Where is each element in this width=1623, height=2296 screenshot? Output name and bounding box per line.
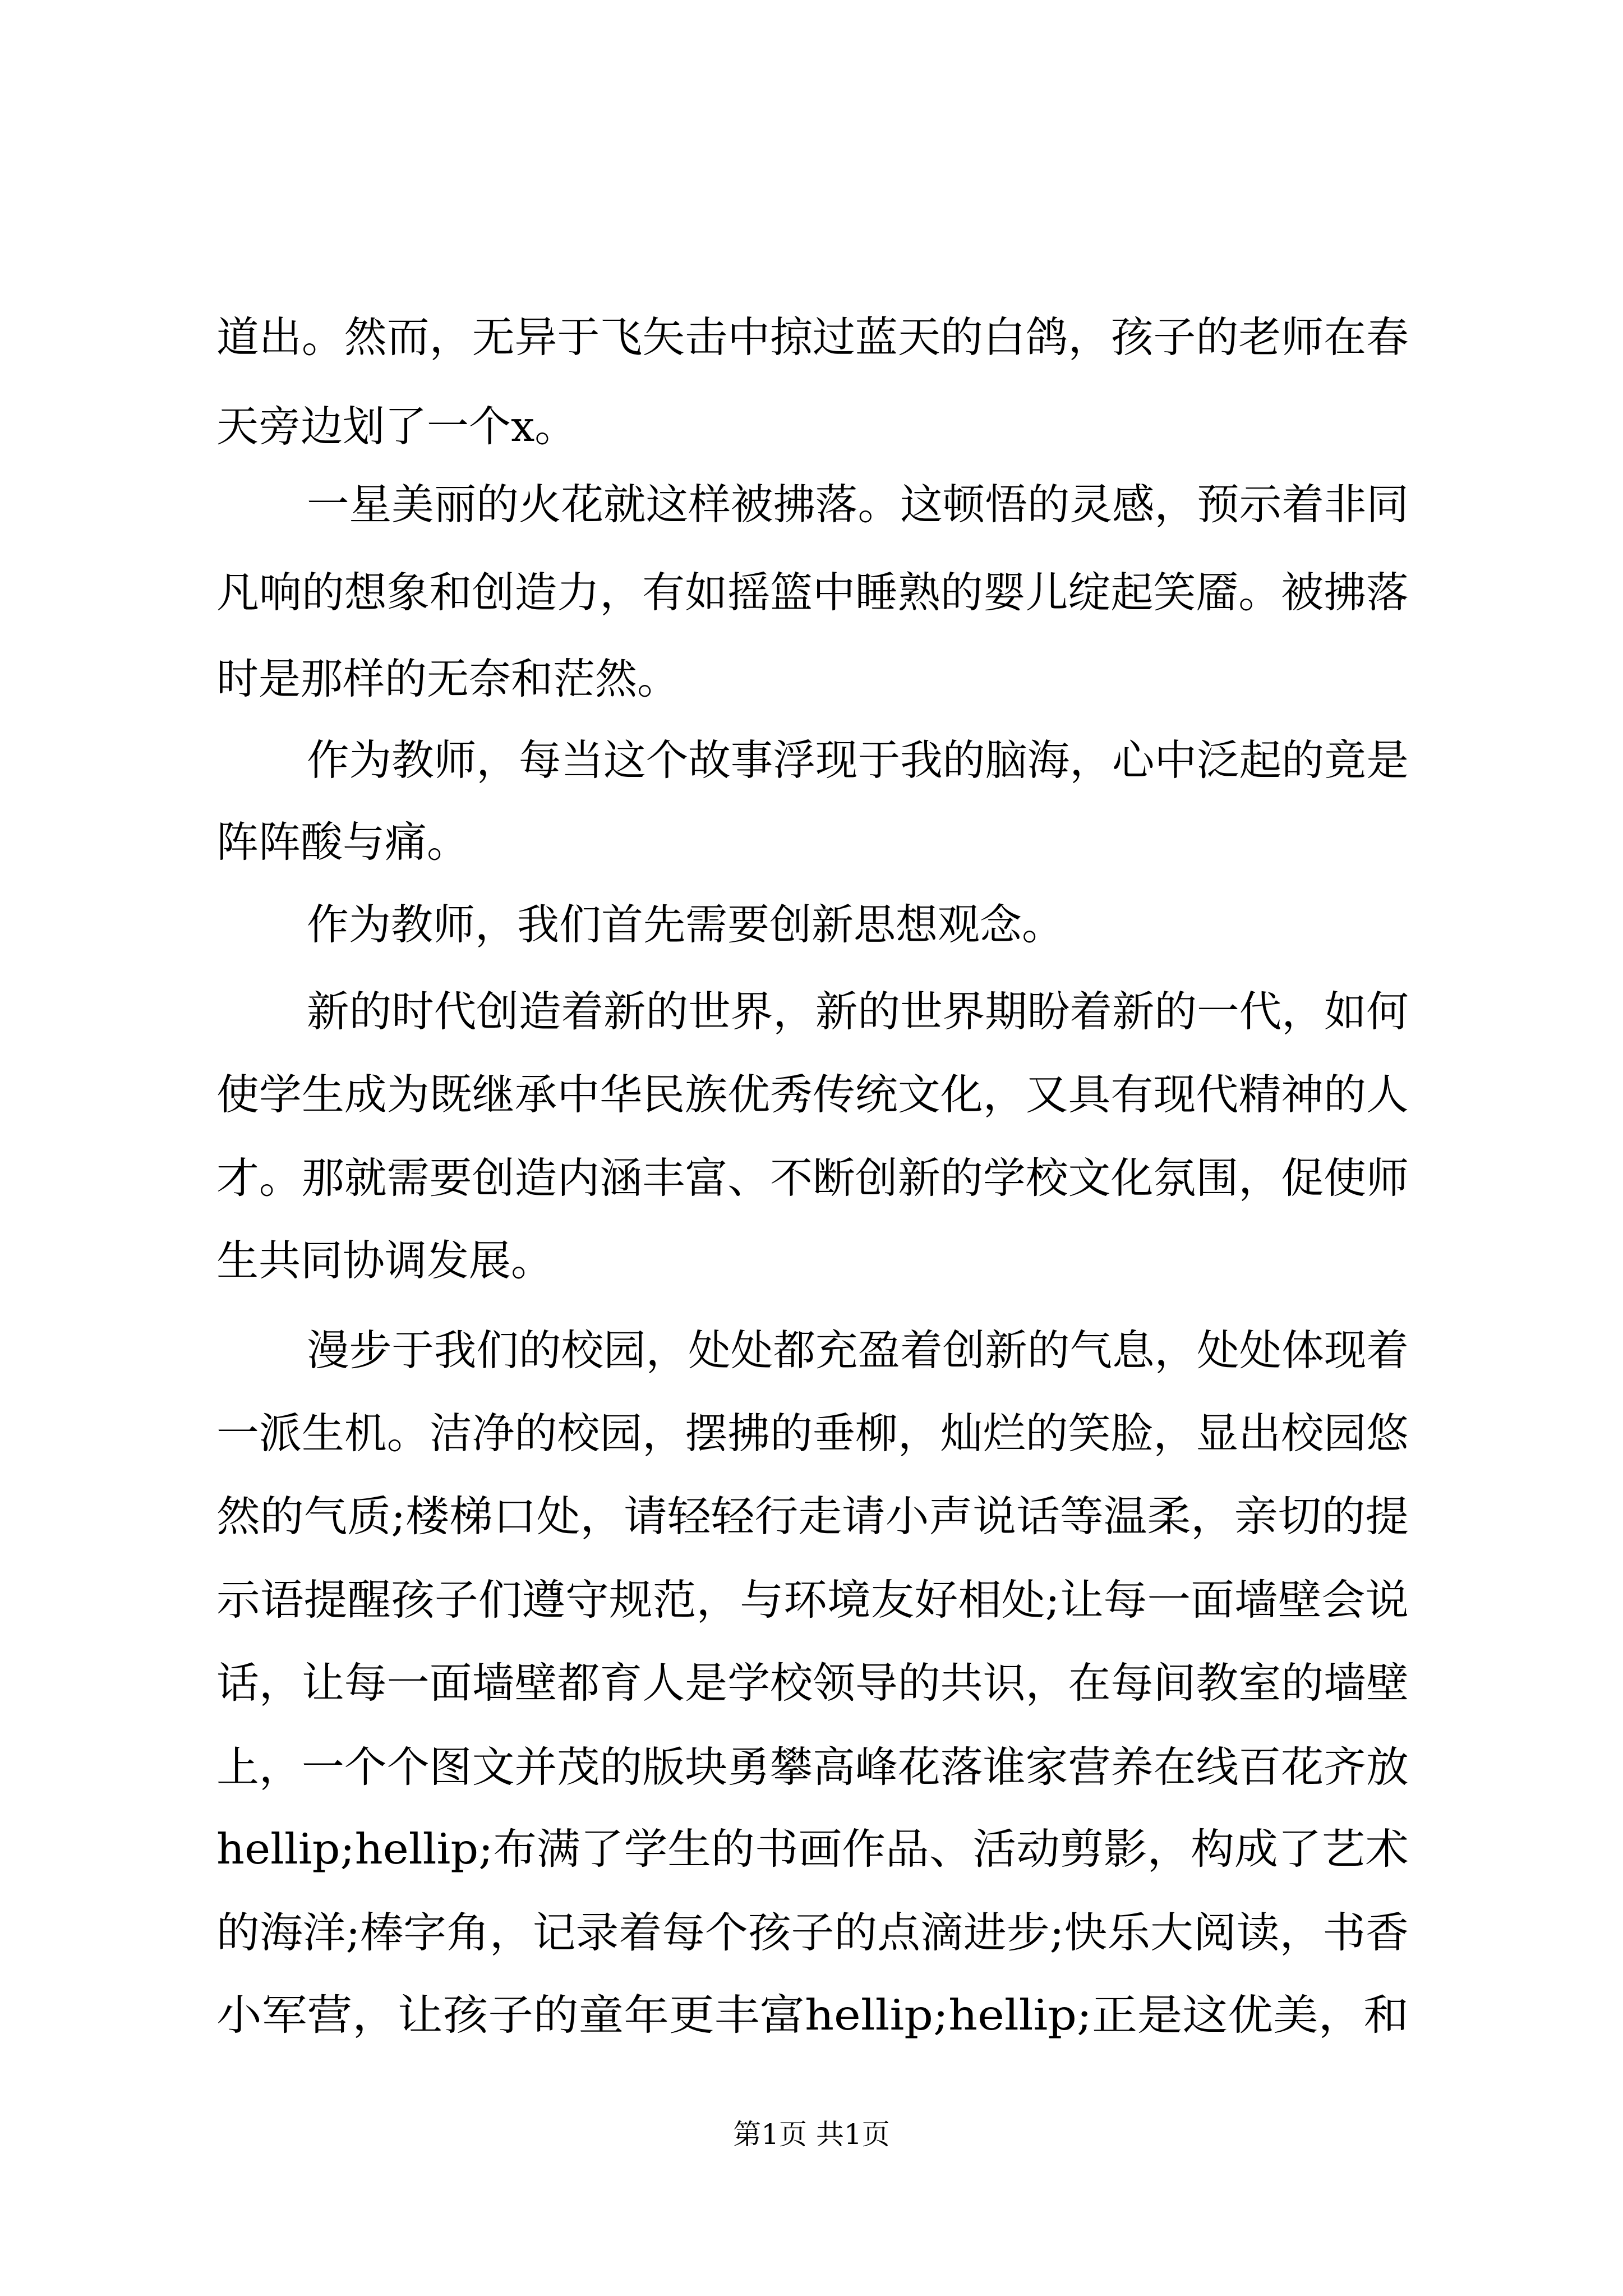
text-line [0, 1216, 1623, 1305]
line-text: 新的时代创造着新的世界，新的世界期盼着新的一代，如何 [307, 987, 1409, 1036]
text-line [0, 1888, 1623, 1977]
text-line [0, 1305, 1623, 1395]
text-line [0, 1555, 1623, 1645]
line-text: 天旁边划了一个x。 [216, 402, 577, 451]
line-text: 然的气质;楼梯口处，请轻轻行走请小声说话等温柔，亲切的提 [216, 1492, 1409, 1541]
line-text: 凡响的想象和创造力，有如摇篮中睡熟的婴儿绽起笑靥。被拂落 [216, 568, 1409, 617]
line-text: 使学生成为既继承中华民族优秀传统文化，又具有现代精神的人 [216, 1070, 1409, 1119]
text-line [0, 1970, 1623, 2060]
text-line [0, 1471, 1623, 1561]
line-text: 一派生机。洁净的校园，摆拂的垂柳，灿烂的笑脸，显出校园悠 [216, 1409, 1409, 1458]
line-text: 生共同协调发展。 [216, 1236, 554, 1285]
line-text: 才。那就需要创造内涵丰富、不断创新的学校文化氛围，促使师 [216, 1153, 1409, 1203]
line-text: 的海洋;棒字角，记录着每个孩子的点滴进步;快乐大阅读，书香 [216, 1908, 1409, 1957]
line-text: 话，让每一面墙壁都育人是学校领导的共识，在每间教室的墙壁 [216, 1658, 1409, 1708]
text-line [0, 1638, 1623, 1728]
line-text: 阵阵酸与痛。 [216, 817, 469, 867]
text-line [0, 1722, 1623, 1812]
text-line [0, 1804, 1623, 1894]
text-line [0, 715, 1623, 805]
line-text: 作为教师，每当这个故事浮现于我的脑海，心中泛起的竟是 [307, 735, 1409, 785]
text-line [0, 634, 1623, 724]
text-line [0, 1050, 1623, 1139]
line-text: 道出。然而，无异于飞矢击中掠过蓝天的白鸽，孩子的老师在春 [216, 312, 1409, 362]
line-text: 一星美丽的火花就这样被拂落。这顿悟的灵感，预示着非同 [307, 480, 1409, 529]
text-line [0, 797, 1623, 887]
line-text: 漫步于我们的校园，处处都充盈着创新的气息，处处体现着 [307, 1326, 1409, 1375]
line-text: 作为教师，我们首先需要创新思想观念。 [307, 900, 1064, 949]
text-line [0, 1133, 1623, 1223]
text-line [0, 547, 1623, 637]
line-text: hellip;hellip;布满了学生的书画作品、活动剪影，构成了艺术 [216, 1824, 1409, 1874]
text-line [0, 459, 1623, 549]
text-line [0, 292, 1623, 382]
line-text: 上，一个个图文并茂的版块勇攀高峰花落谁家营养在线百花齐放 [216, 1742, 1409, 1792]
text-line [0, 967, 1623, 1056]
text-line [0, 381, 1623, 471]
page-footer: 第1页 共1页 [733, 2118, 890, 2151]
line-text: 示语提醒孩子们遵守规范，与环境友好相处;让每一面墙壁会说 [216, 1575, 1409, 1625]
line-text: 小军营，让孩子的童年更丰富hellip;hellip;正是这优美，和 [216, 1990, 1409, 2040]
text-line [0, 1388, 1623, 1478]
text-line [0, 880, 1623, 969]
line-text: 时是那样的无奈和茫然。 [216, 654, 680, 703]
